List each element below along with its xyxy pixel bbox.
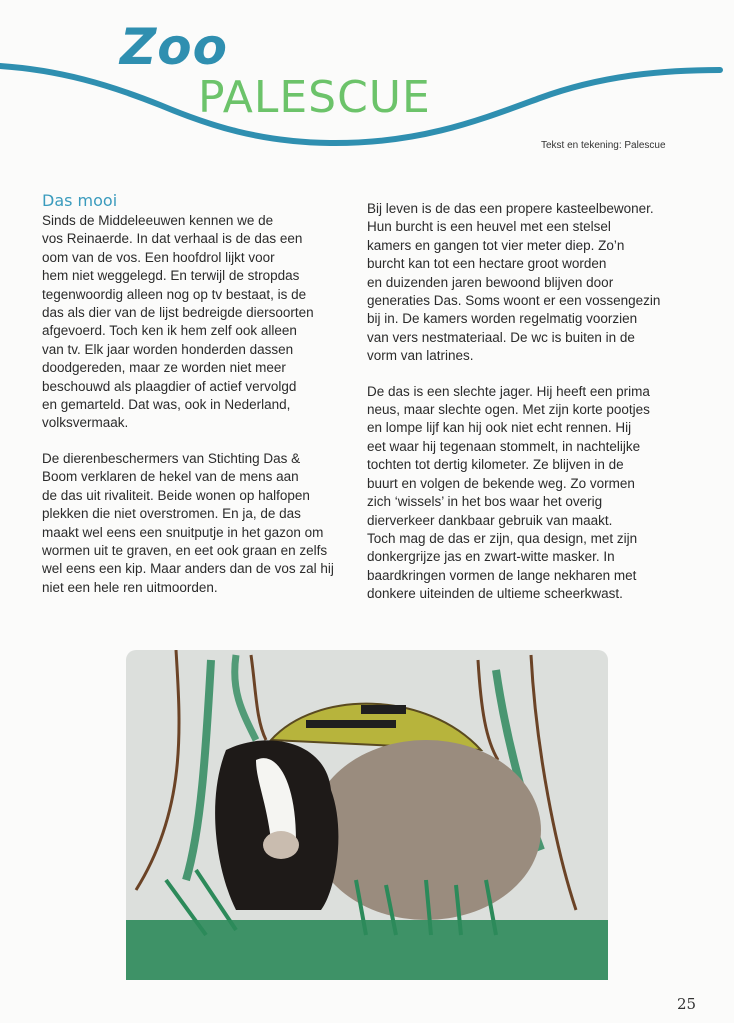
- article-right-column: [367, 200, 687, 621]
- paragraph: De das is een slechte jager. Hij heeft een prima neus, maar slechte ogen. Met zijn korte pootjes en lompe lijf kan hij ook niet echt rennen. Hij eet waar hij tegenaan stommelt, in nachtelijke tochten tot dertig kilometer. Ze blijven in de buurt en volgen de bekende weg. Zo vormen zich ‘wissels’ in het bos waar het overig dierverkeer dankbaar gebruik van maakt. Toch mag de das er zijn, qua design, met zijn donkergrijze jas en zwart-witte masker. In baardkringen vormen de lange nekharen met donkere uiteinden de ultieme scheerkwast.: [367, 383, 650, 602]
- logo-zoo: Zoo: [120, 18, 228, 76]
- badger-painting: [126, 650, 608, 980]
- badger-illustration: [126, 650, 608, 980]
- paragraph: De dierenbeschermers van Stichting Das & Boom verklaren de hekel van de mens aan de das uit rivaliteit. Beide wonen op halfopen plekken die niet overstromen. En ja, de das maakt wel eens een snuitputje in het gazon om wormen uit te graven, en eet ook graan en zelfs wel eens een kip. Maar anders dan de vos zal hij niet een hele ren uitmoorden.: [42, 450, 334, 595]
- author-credit: Tekst en tekening: Palescue: [541, 140, 666, 151]
- paragraph: Bij leven is de das een propere kasteelbewoner. Hun burcht is een heuvel met een stelsel kamers en gangen tot vier meter diep. Zo’n burcht kan tot een hectare groot worden en duizenden jaren bewoond blijven door generaties Das. Soms woont er een vossengezin bij in. De kamers worden regelmatig voorzien van vers nestmateriaal. De wc is buiten in de vorm van latrines.: [367, 201, 661, 364]
- article-left-column: [42, 192, 342, 614]
- page-number: 25: [677, 995, 697, 1013]
- paragraph: Sinds de Middeleeuwen kennen we de vos Reinaerde. In dat verhaal is de das een oom van de vos. Een hoofdrol lijkt voor hem niet weggelegd. En terwijl de stropdas tegenwoordig alleen nog op tv bestaat, is de das als dier van de lijst bedreigde diersoorten afgevoerd. Toch ken ik hem zelf ook alleen van tv. Elk jaar worden honderden dassen doodgereden, maar ze worden niet meer beschouwd als plaagdier of actief vervolgd en gemarteld. Dat was, ook in Nederland, volksvermaak.: [42, 213, 314, 431]
- logo-palescue: PALESCUE: [198, 72, 431, 123]
- article-heading: Das mooi: [42, 191, 118, 210]
